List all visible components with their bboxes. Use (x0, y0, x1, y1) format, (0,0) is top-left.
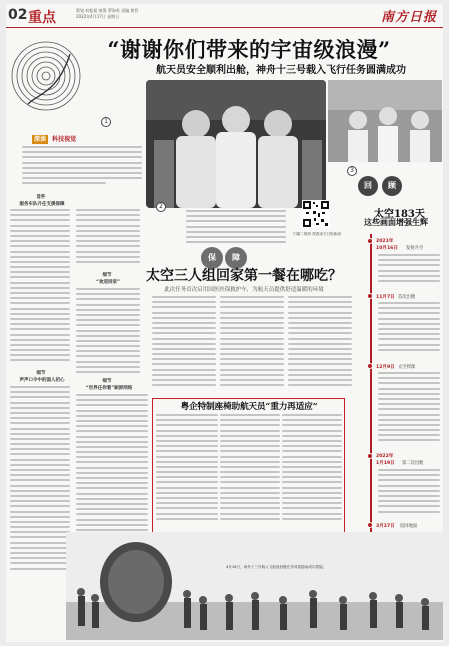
timeline-text (378, 469, 440, 519)
timeline-line (370, 234, 372, 544)
subhead-mid-1: 细节 (102, 273, 112, 278)
side-photo (328, 80, 442, 162)
left-col-1-text-b (10, 386, 70, 586)
left-col-1-text (10, 209, 70, 369)
subhead-mid-2: “欢迎回家” (96, 280, 120, 285)
deep-read-tag (32, 134, 76, 143)
timeline-date: 12月9日 (376, 365, 395, 370)
qr-caption: 扫描二维码 观看南方日报新闻 (293, 232, 341, 236)
photo-badge-3: 3 (347, 166, 357, 176)
subhead-left-4: 声声口令中的国人初心 (19, 378, 65, 383)
intro-text (22, 146, 142, 186)
timeline-dot (367, 363, 373, 369)
box-col-2-text (220, 414, 280, 532)
deep-label: 科技视觉 (52, 136, 77, 143)
mid-col-1-text (152, 296, 216, 394)
mid-col-3-text (288, 296, 352, 394)
box-col-3-text (282, 414, 342, 532)
timeline-note: 发射升空 (406, 246, 424, 251)
page-header (6, 4, 443, 28)
timeline-date: 11月7日 (376, 295, 395, 300)
photo-badge-2: 2 (156, 202, 166, 212)
timeline-text (378, 302, 440, 358)
timeline-note: 太空授课 (398, 365, 416, 370)
middle-subtitle: 此次任务首次启用国医医保救护车，为航天员提供舒适温暖的环境 (164, 287, 324, 293)
left-col-2-text-b (76, 288, 140, 378)
qr-code[interactable] (302, 200, 330, 228)
newspaper-logo: 南方日报 (380, 10, 437, 25)
box-headline: 粤企特制座椅助航天员“重力再适应” (180, 402, 318, 412)
timeline-label: 1月19日 (376, 461, 395, 466)
timeline-date: 3月27日 (376, 524, 395, 529)
left-col-2-text (76, 209, 140, 269)
photo-badge-1: 1 (101, 117, 111, 127)
timeline-dot (367, 238, 373, 244)
subhead-left-3: 细节 (36, 371, 46, 376)
spiral-illustration (8, 34, 86, 122)
timeline-label: 10月16日 (376, 246, 398, 251)
section-title: 重点 (28, 10, 56, 26)
page-number: 02 (8, 7, 28, 23)
icon-gu: 顾 (382, 176, 402, 196)
header-meta (76, 8, 196, 20)
timeline-note: 返回地面 (400, 524, 418, 529)
timeline-dot (367, 453, 373, 459)
crew-photo (146, 80, 326, 208)
landing-photo (66, 532, 443, 640)
subhead-mid-3: 细节 (102, 379, 112, 384)
subhead-mid-4: “世界任你看”刷屏网络 (85, 386, 133, 391)
subhead-left-1: 首件 (36, 195, 46, 200)
timeline-date: 2021年 (376, 239, 394, 244)
main-subtitle: 航天员安全顺利出舱，神舟十三号载入飞行任务圆满成功 (156, 65, 406, 76)
timeline-dot (367, 522, 373, 528)
timeline-dot (367, 293, 373, 299)
deep-tag: 深读 (34, 136, 47, 143)
subhead-left-2: 服务车队升任支援保障 (19, 202, 65, 207)
icon-bao: 保 (201, 247, 223, 269)
icon-hui: 回 (358, 176, 378, 196)
timeline-text (378, 254, 440, 288)
bottom-caption: 4月16日，神舟十三号载人飞船返回舱在东风着陆场成功着陆。 (226, 565, 327, 569)
timeline-date: 2022年 (376, 454, 394, 459)
middle-headline: 太空三人组回家第一餐在哪吃？ (146, 268, 342, 284)
editor-line: 策划 何振韬 统筹 罗海英 责编 黄哲 (76, 8, 139, 13)
caption-text (186, 210, 286, 248)
timeline-note: 第二次出舱 (402, 461, 424, 466)
main-headline: “谢谢你们带来的宇宙级浪漫” (107, 37, 391, 62)
box-col-1-text (156, 414, 218, 532)
mid-col-2-text (220, 296, 284, 394)
review-subtitle: 这些画面增强生辉 (364, 217, 428, 227)
timeline-note: 首次出舱 (398, 295, 416, 300)
timeline-text (378, 372, 440, 448)
icon-zhang: 障 (225, 247, 247, 269)
date-line: 2022年4月17日 星期日 (76, 14, 120, 19)
newspaper-page (6, 4, 443, 642)
review-title: 太空183天 (374, 209, 425, 220)
